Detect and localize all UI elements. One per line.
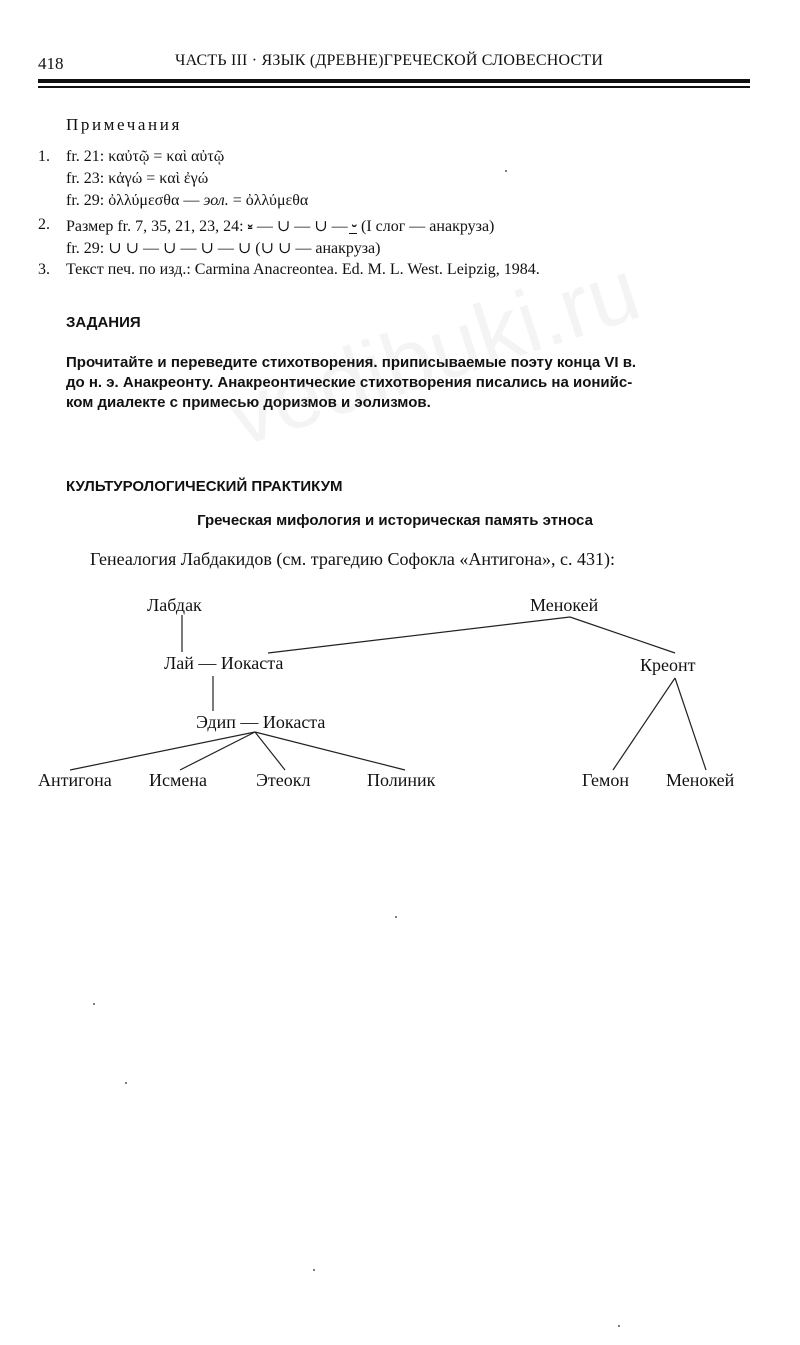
tasks-line: ком диалекте с примесью доризмов и эолизмов. — [66, 394, 431, 411]
note-line-meter: fr. 29: ∪ ∪ — ∪ — ∪ — ∪ (∪ ∪ — анакруза) — [66, 240, 381, 257]
note-number: 2. — [38, 216, 50, 233]
line-menekei-lai — [268, 617, 570, 653]
line-menekei-kreont — [570, 617, 675, 653]
genealogy-caption: Генеалогия Лабдакидов (см. трагедию Софокла «Антигона», с. 431): — [90, 549, 616, 569]
note-line: fr. 21: καὐτῷ = καὶ αὐτῷ — [66, 148, 225, 165]
scan-speck — [93, 1003, 95, 1005]
tasks-heading: ЗАДАНИЯ — [66, 314, 141, 331]
line-edip-polinik — [255, 732, 405, 770]
page-number: 418 — [38, 54, 64, 73]
node-menekei-bottom: Менокей — [666, 770, 735, 790]
running-title: ЧАСТЬ III · ЯЗЫК (ДРЕВНЕ)ГРЕЧЕСКОЙ СЛОВЕСНОСТИ — [175, 52, 604, 69]
note-line-source: Текст печ. по изд.: Carmina Anacreontea. Ed. M. L. West. Leipzig, 1984. — [66, 261, 540, 278]
node-lai-iokasta: Лай — Иокаста — [164, 653, 284, 673]
line-kreont-gemon — [613, 678, 675, 770]
node-gemon: Гемон — [582, 770, 630, 790]
node-polinik: Полиник — [367, 770, 436, 790]
node-edip-iokasta: Эдип — Иокаста — [196, 712, 326, 732]
notes-heading: Примечания — [66, 115, 182, 134]
node-eteokl: Этеокл — [256, 770, 311, 790]
note-line-meter: Размер fr. 7, 35, 21, 23, 24: ⏓ — ∪ — ∪ — ⏑̲ (I слог — анакруза) — [66, 218, 495, 235]
scan-speck — [618, 1325, 620, 1327]
node-menekei-top: Менокей — [530, 595, 599, 615]
scan-speck — [505, 170, 507, 172]
scan-speck — [395, 916, 397, 918]
note-line: fr. 23: κἀγώ = καὶ ἐγώ — [66, 170, 209, 187]
line-kreont-menekei — [675, 678, 706, 770]
line-edip-ismena — [180, 732, 255, 770]
node-labdak: Лабдак — [147, 595, 202, 615]
practicum-heading: КУЛЬТУРОЛОГИЧЕСКИЙ ПРАКТИКУМ — [66, 478, 343, 495]
note-text: = ὀλλύμεθα — [228, 192, 309, 209]
abbr-eol: эол. — [203, 192, 229, 209]
node-antigona: Антигона — [38, 770, 112, 790]
node-kreont: Креонт — [640, 655, 696, 675]
scan-speck — [125, 1082, 127, 1084]
tasks-line: Прочитайте и переведите стихотворения. приписываемые поэту конца VI в. — [66, 354, 637, 371]
note-number: 3. — [38, 261, 50, 278]
line-edip-antigona — [70, 732, 255, 770]
practicum-subheading: Греческая мифология и историческая память этноса — [197, 512, 593, 529]
node-ismena: Исмена — [149, 770, 207, 790]
note-number: 1. — [38, 148, 50, 165]
line-edip-eteokl — [255, 732, 285, 770]
note-text: fr. 29: ὀλλύμεσθα — — [66, 192, 204, 209]
tasks-line: до н. э. Анакреонту. Анакреонтические стихотворения писались на ионийс- — [66, 374, 633, 391]
scan-speck — [313, 1269, 315, 1271]
